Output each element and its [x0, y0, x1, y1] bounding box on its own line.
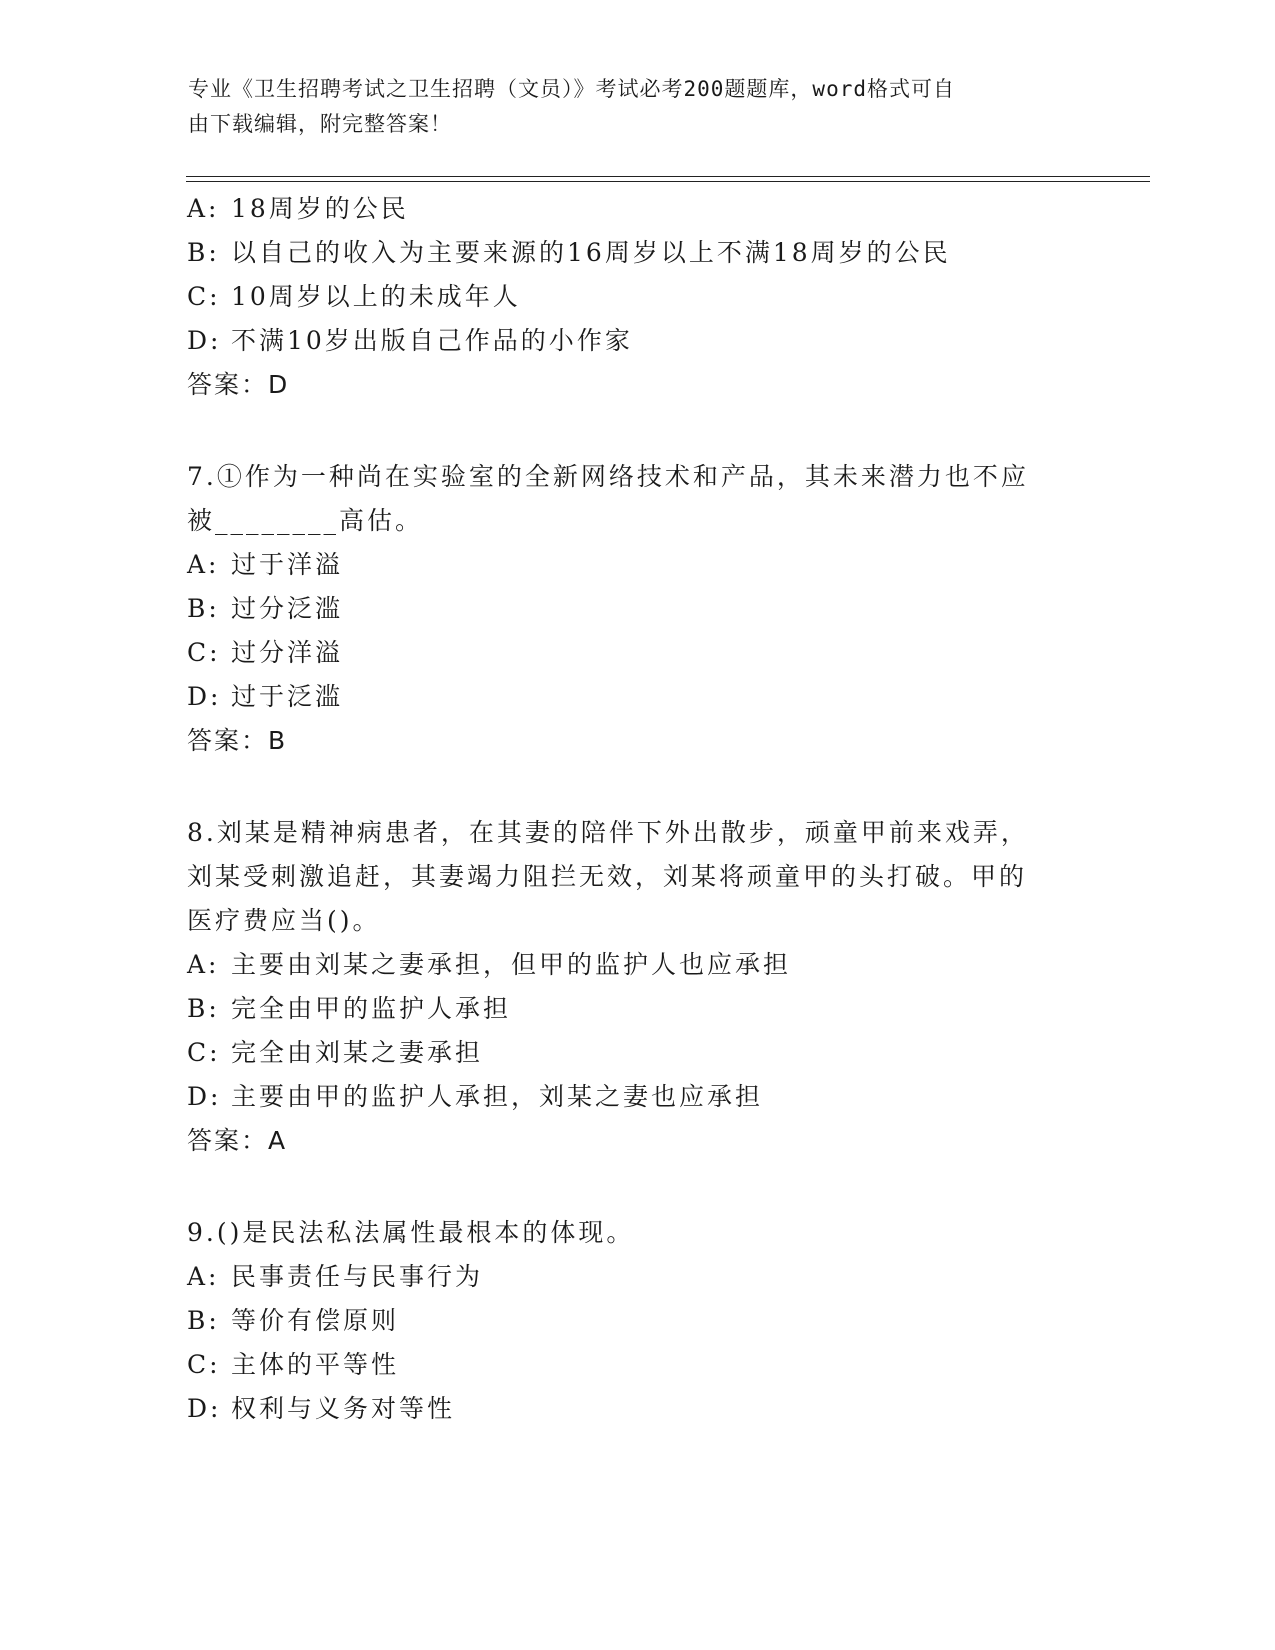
- q8-stem-line-2: 刘某受刺激追赶，其妻竭力阻拦无效，刘某将顽童甲的头打破。甲的: [187, 862, 1028, 891]
- q6-option-d: [187, 324, 633, 358]
- option-label: A:: [187, 550, 220, 579]
- option-text: 过分泛滥: [231, 594, 344, 623]
- q8-stem-line-1: 8.刘某是精神病患者，在其妻的陪伴下外出散步，顽童甲前来戏弄，: [187, 818, 1029, 847]
- option-text: 等价有偿原则: [231, 1306, 400, 1335]
- header-line-1: 专业《卫生招聘考试之卫生招聘（文员）》考试必考200题题库，word格式可自: [188, 77, 955, 101]
- option-text: 完全由刘某之妻承担: [231, 1038, 484, 1067]
- option-text: 过于泛滥: [231, 682, 344, 711]
- q8-option-b: [187, 992, 511, 1026]
- option-label: C:: [187, 1038, 221, 1067]
- option-label: C:: [187, 638, 221, 667]
- option-text: 以自己的收入为主要来源的16周岁以上不满18周岁的公民: [231, 238, 951, 267]
- option-text: 10周岁以上的未成年人: [231, 282, 521, 311]
- q8-stem-line-3: 医疗费应当()。: [187, 906, 381, 935]
- q8-answer: 答案：A: [187, 1126, 288, 1155]
- q7-option-b: [187, 592, 343, 626]
- header-divider-bottom: [186, 181, 1150, 182]
- q6-answer: 答案：D: [187, 370, 290, 399]
- q6-option-c: [187, 280, 521, 314]
- header-line-2: 由下载编辑，附完整答案！: [188, 112, 452, 136]
- option-label: C:: [187, 1350, 221, 1379]
- option-label: B:: [187, 1306, 220, 1335]
- option-label: A:: [187, 194, 220, 223]
- q9-option-c: [187, 1348, 399, 1382]
- option-text: 过分洋溢: [231, 638, 344, 667]
- option-label: B:: [187, 994, 220, 1023]
- option-text: 民事责任与民事行为: [231, 1262, 484, 1291]
- option-text: 主体的平等性: [231, 1350, 400, 1379]
- q7-stem-line-2: 被________高估。: [187, 506, 424, 535]
- q9-option-d: [187, 1392, 455, 1426]
- q7-option-d: [187, 680, 343, 714]
- q9-option-a: [187, 1260, 483, 1294]
- option-label: D:: [187, 326, 222, 355]
- option-label: C:: [187, 282, 221, 311]
- q8-option-c: [187, 1036, 483, 1070]
- option-text: 不满10岁出版自己作品的小作家: [231, 326, 633, 355]
- document-header: [188, 72, 1088, 142]
- q9-stem-line-1: 9.()是民法私法属性最根本的体现。: [187, 1218, 635, 1247]
- q7-option-a: [187, 548, 343, 582]
- q7-stem-line-1: 7.①作为一种尚在实验室的全新网络技术和产品，其未来潜力也不应: [187, 462, 1029, 491]
- option-label: D:: [187, 1394, 222, 1423]
- q7-answer: 答案：B: [187, 726, 288, 755]
- header-divider-top: [186, 176, 1150, 177]
- option-text: 完全由甲的监护人承担: [231, 994, 512, 1023]
- option-label: D:: [187, 1082, 222, 1111]
- option-label: B:: [187, 238, 220, 267]
- option-text: 主要由刘某之妻承担，但甲的监护人也应承担: [231, 950, 792, 979]
- q6-option-b: [187, 236, 951, 270]
- option-label: D:: [187, 682, 222, 711]
- option-text: 主要由甲的监护人承担，刘某之妻也应承担: [231, 1082, 764, 1111]
- q7-option-c: [187, 636, 343, 670]
- option-label: A:: [187, 1262, 220, 1291]
- q8-option-d: [187, 1080, 763, 1114]
- q8-option-a: [187, 948, 791, 982]
- q9-option-b: [187, 1304, 399, 1338]
- option-text: 权利与义务对等性: [231, 1394, 456, 1423]
- option-text: 过于洋溢: [231, 550, 344, 579]
- option-label: A:: [187, 950, 220, 979]
- q6-option-a: [187, 192, 409, 226]
- option-label: B:: [187, 594, 220, 623]
- option-text: 18周岁的公民: [231, 194, 409, 223]
